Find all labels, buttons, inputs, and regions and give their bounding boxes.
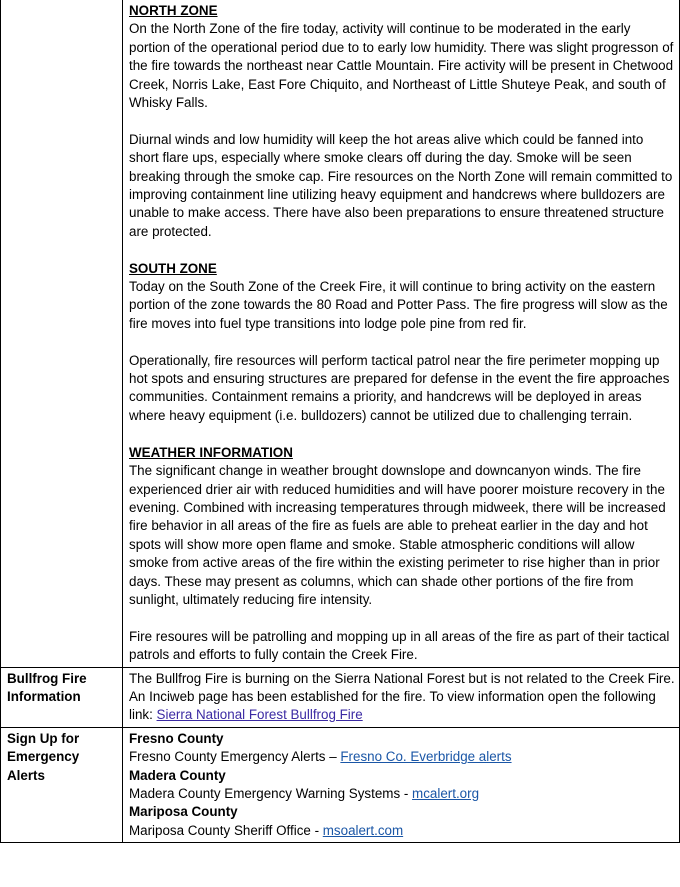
bullfrog-text: The Bullfrog Fire is burning on the Sierra National Forest but is not related to the Creek Fire. An Inciweb page has been established for the fire. To view information open the following link: xyxy=(129,670,675,723)
mcalert-link[interactable]: mcalert.org xyxy=(412,785,480,801)
zone-updates-row xyxy=(1,0,680,667)
madera-county-name: Madera County xyxy=(129,767,226,783)
mariposa-county-name: Mariposa County xyxy=(129,804,238,820)
zone-updates-label-cell xyxy=(1,0,123,667)
madera-county-line xyxy=(129,785,675,803)
alerts-label: Sign Up for Emergency Alerts xyxy=(1,727,123,842)
south-zone-heading: SOUTH ZONE xyxy=(129,260,217,276)
alerts-row xyxy=(1,727,680,842)
fresno-county-line xyxy=(129,748,675,766)
zone-updates-cell xyxy=(123,0,680,667)
mariposa-county-line xyxy=(129,822,675,840)
weather-paragraph-2: Fire resoures will be patrolling and mopping up in all areas of the fire as part of their tactical patrols and efforts to fully contain the Creek Fire. xyxy=(129,628,670,663)
msoalert-link[interactable]: msoalert.com xyxy=(322,822,404,838)
north-zone-paragraph-2: Diurnal winds and low humidity will keep the hot areas alive which could be fanned into short flare ups, especially where smoke clears off during the day. Smoke will be seen breaking through the smoke cap. Fire resources on the North Zone will remain committed to improving containment line utilizing heavy equipment and handcrews where bulldozers are unable to make access. There have also been preparations to ensure threatened structure are protected. xyxy=(129,131,673,239)
madera-county-text: Madera County Emergency Warning Systems - xyxy=(129,785,413,801)
bullfrog-row xyxy=(1,667,680,727)
north-zone-paragraph-1: On the North Zone of the fire today, activity will continue to be moderated in the early portion of the operational period due to to early low humidity. There was slight progresson of the fire towards the northeast near Cattle Mountain. Fire activity will be present in Chetwood Creek, Norris Lake, East Fore Chiquito, and Northeast of Little Shuteye Peak, and south of Whisky Falls. xyxy=(129,21,674,111)
weather-heading: WEATHER INFORMATION xyxy=(129,444,293,460)
bullfrog-cell xyxy=(123,667,680,727)
mariposa-county-text: Mariposa County Sheriff Office - xyxy=(129,822,323,838)
south-zone-paragraph-1: Today on the South Zone of the Creek Fire, it will continue to bring activity on the eastern portion of the zone towards the 80 Road and Potter Pass. The fire progress will slow as the fire moves into fuel type transitions into lodge pole pine from red fir. xyxy=(129,279,668,331)
north-zone-heading: NORTH ZONE xyxy=(129,3,218,18)
south-zone-paragraph-2: Operationally, fire resources will perform tactical patrol near the fire perimeter mopping up hot spots and ensuring structures are prepared for defense in the event the fire approaches communities. Containment remains a priority, and handcrews will be deployed in areas where heavy equipment (i.e. bulldozers) cannot be utilized due to challenging terrain. xyxy=(129,352,670,423)
bullfrog-fire-link[interactable]: Sierra National Forest Bullfrog Fire xyxy=(156,707,363,723)
bullfrog-label: Bullfrog Fire Information xyxy=(1,667,123,727)
fresno-county-text: Fresno County Emergency Alerts – xyxy=(129,749,341,765)
weather-paragraph-1: The significant change in weather brought downslope and downcanyon winds. The fire experienced drier air with reduced humidities and will have poorer moisture recovery in the evening. Combined with increasing temperatures through midweek, there will be increased fire behavior in all areas of the fire as fuels are able to preheat earlier in the day and hot spots will show more open flame and smoke. Stable atmospheric conditions will allow smoke from active areas of the fire within the existing perimeter to rise higher than in prior days. These may present as columns, which can shade other portions of the fire from sunlight, ultimately reducing fire intensity. xyxy=(129,463,666,607)
alerts-cell xyxy=(123,727,680,842)
fresno-everbridge-link[interactable]: Fresno Co. Everbridge alerts xyxy=(340,749,512,765)
fresno-county-name: Fresno County xyxy=(129,730,224,746)
